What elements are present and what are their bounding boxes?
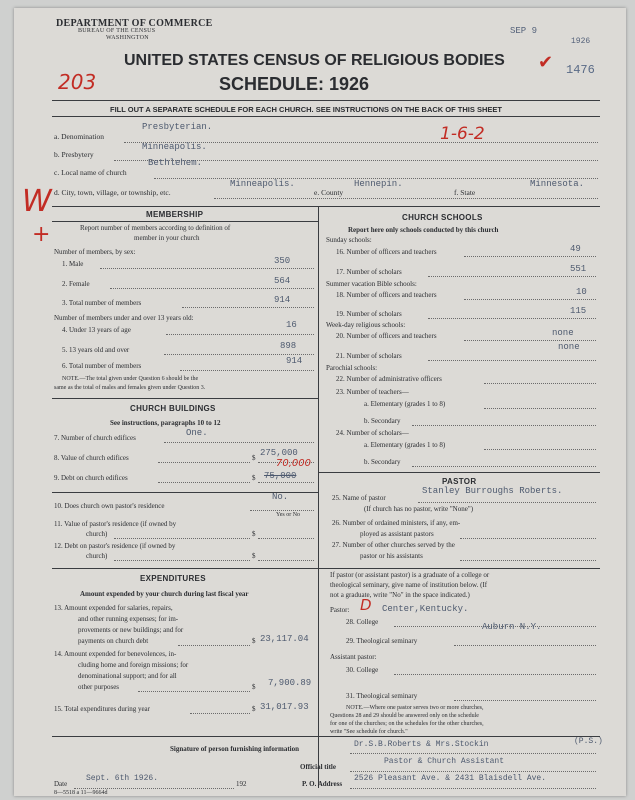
divider <box>52 100 600 101</box>
q16-value[interactable]: 49 <box>570 244 581 254</box>
q25-note: (If church has no pastor, write "None") <box>364 505 474 513</box>
parochial-schools-label: Parochial schools: <box>326 364 378 372</box>
state-value[interactable]: Minnesota. <box>530 179 585 189</box>
denomination-label: a. Denomination <box>54 132 104 141</box>
bureau-subheading: BUREAU OF THE CENSUS <box>78 28 156 34</box>
divider <box>52 206 600 207</box>
age-intro-label: Number of members under and over 13 years old: <box>54 314 194 322</box>
q14-label-3: denominational support; and for all <box>78 672 177 680</box>
fill-line <box>484 408 596 409</box>
fill-line <box>394 674 596 675</box>
q13-label: 13. Amount expended for salaries, repairs, <box>54 604 173 612</box>
fill-line <box>418 502 596 503</box>
membership-heading: MEMBERSHIP <box>146 210 204 219</box>
fill-line <box>412 425 596 426</box>
q10-owns-residence-value[interactable]: No. <box>272 492 289 502</box>
q3-total-value[interactable]: 914 <box>274 295 291 305</box>
instruction-line: FILL OUT A SEPARATE SCHEDULE FOR EACH CHURCH. SEE INSTRUCTIONS ON THE BACK OF THIS SHEET <box>110 105 502 114</box>
q12-label: 12. Debt on pastor's residence (if owned by <box>54 542 176 550</box>
fill-line <box>464 340 596 341</box>
q19-value[interactable]: 115 <box>570 306 587 316</box>
divider <box>52 116 600 117</box>
q23-label: 23. Number of teachers— <box>336 388 409 396</box>
q24b-label: b. Secondary <box>364 458 401 466</box>
received-year-stamp: 1926 <box>571 37 591 46</box>
fill-line <box>214 198 598 199</box>
fill-line <box>464 256 596 257</box>
fill-line <box>158 462 250 463</box>
fill-line <box>164 354 314 355</box>
q7-edifices-value[interactable]: One. <box>186 428 208 438</box>
city-value[interactable]: Minneapolis. <box>230 179 295 189</box>
q28-college-value[interactable]: Center,Kentucky. <box>382 604 469 614</box>
q5-label: 5. 13 years old and over <box>62 346 130 354</box>
county-label: e. County <box>314 188 344 197</box>
pastor-note-2: Questions 28 and 29 should be answered only on the schedule <box>330 713 479 719</box>
fill-line <box>258 482 314 483</box>
q29-seminary-value[interactable]: Auburn N.Y. <box>482 622 542 632</box>
q12-label-2: church) <box>86 552 108 560</box>
divider <box>52 221 318 222</box>
sunday-schools-label: Sunday schools: <box>326 236 372 244</box>
column-divider <box>318 206 319 788</box>
pastor-heading: PASTOR <box>442 477 477 486</box>
signature-label: Signature of person furnishing information <box>170 745 299 753</box>
divider <box>52 736 600 737</box>
q12-value-field[interactable] <box>258 560 314 561</box>
fill-line <box>164 442 314 443</box>
q13-label-4: payments on church debt <box>78 637 149 645</box>
fill-line <box>428 318 596 319</box>
fill-line <box>114 560 250 561</box>
fill-line <box>350 753 596 754</box>
church-buildings-heading: CHURCH BUILDINGS <box>130 404 216 413</box>
q19-label: 19. Number of scholars <box>336 310 402 318</box>
fill-line <box>484 383 596 384</box>
q6-total-value[interactable]: 914 <box>286 356 303 366</box>
q27-label-2: pastor or his assistants <box>360 552 423 560</box>
q27-label: 27. Number of other churches served by the <box>332 541 455 549</box>
fill-line <box>350 788 596 789</box>
official-title-value[interactable]: Pastor & Church Assistant <box>384 757 505 766</box>
q17-value[interactable]: 551 <box>570 264 587 274</box>
received-date-stamp: SEP 9 <box>510 26 538 36</box>
q29-label: 29. Theological seminary <box>346 637 418 645</box>
fill-line <box>412 466 596 467</box>
signature-value[interactable]: Dr.S.B.Roberts & Mrs.Stockin <box>354 740 489 749</box>
q17-label: 17. Number of scholars <box>336 268 402 276</box>
fill-line <box>110 288 314 289</box>
q9-label: 9. Debt on church edifices <box>54 474 128 482</box>
divider <box>52 398 318 399</box>
red-check-mark-icon: ✔ <box>538 52 554 73</box>
q16-label: 16. Number of officers and teachers <box>336 248 437 256</box>
official-title-label: Official title <box>300 763 336 771</box>
city-label: d. City, town, village, or township, etc. <box>54 188 171 197</box>
q30-label: 30. College <box>346 666 379 674</box>
pastor-note-3: for one of the churches; on the schedules for the other churches, <box>330 721 484 727</box>
fill-line <box>250 510 314 511</box>
membership-intro-2: member in your church <box>134 234 200 242</box>
church-schools-heading: CHURCH SCHOOLS <box>402 213 483 222</box>
q11-label: 11. Value of pastor's residence (if owned by <box>54 520 177 528</box>
form-code: 8—5518 a 11—9664d <box>54 790 108 796</box>
q21-label: 21. Number of scholars <box>336 352 402 360</box>
dollar-sign: $ <box>252 637 256 645</box>
q13-label-2: and other running expenses; for im- <box>78 615 179 623</box>
q14-label: 14. Amount expended for benevolences, in- <box>54 650 177 658</box>
dollar-sign: $ <box>252 530 256 538</box>
red-handwritten-plus: + <box>32 222 51 247</box>
q22-label: 22. Number of administrative officers <box>336 375 442 383</box>
fill-line <box>114 538 250 539</box>
schedule-number-stamp: 1476 <box>566 63 595 77</box>
q20-value[interactable]: none <box>552 328 574 338</box>
q2-female-value[interactable]: 564 <box>274 276 291 286</box>
dollar-sign: $ <box>252 683 256 691</box>
dollar-sign: $ <box>252 552 256 560</box>
po-address-label: P. O. Address <box>302 780 343 788</box>
q20-label: 20. Number of officers and teachers <box>336 332 437 340</box>
fill-line <box>454 700 596 701</box>
fill-line <box>454 645 596 646</box>
red-handwritten-w: W <box>22 184 52 219</box>
q1-label: 1. Male <box>62 260 84 268</box>
q14-label-4: other purposes <box>78 683 120 691</box>
yes-or-no-hint: Yes or No <box>276 512 301 518</box>
q10-label: 10. Does church own pastor's residence <box>54 502 165 510</box>
q15-label: 15. Total expenditures during year <box>54 705 150 713</box>
membership-intro: Report number of members according to definition of <box>80 224 231 232</box>
q9-debt-value[interactable]: 75,000 <box>264 471 297 481</box>
q9-red-correction: 70,000 <box>276 458 311 469</box>
q13-running-expenses-value[interactable]: 23,117.04 <box>260 634 309 644</box>
red-code-value: 1-6-2 <box>440 124 485 144</box>
q1-male-value[interactable]: 350 <box>274 256 291 266</box>
buildings-instruction: See instructions, paragraphs 10 to 12 <box>110 419 221 427</box>
state-label: f. State <box>454 188 476 197</box>
date-value[interactable]: Sept. 6th 1926. <box>86 774 159 783</box>
q14-benevolences-value[interactable]: 7,900.89 <box>268 678 312 688</box>
divider <box>318 568 600 569</box>
fill-line <box>190 713 250 714</box>
q21-value[interactable]: none <box>558 342 580 352</box>
pastor-sublabel: Pastor: <box>330 606 350 614</box>
members-by-sex-label: Number of members, by sex: <box>54 248 136 256</box>
q25-label: 25. Name of pastor <box>332 494 386 502</box>
presbytery-label: b. Presbytery <box>54 150 94 159</box>
fill-line <box>180 370 314 371</box>
fill-line <box>182 307 314 308</box>
local-name-value[interactable]: Bethlehem. <box>148 158 203 168</box>
fill-line <box>100 268 314 269</box>
q31-label: 31. Theological seminary <box>346 692 418 700</box>
signature-suffix: (P.S.) <box>574 737 603 746</box>
q11-label-2: church) <box>86 530 108 538</box>
q7-label: 7. Number of church edifices <box>54 434 136 442</box>
q8-label: 8. Value of church edifices <box>54 454 129 462</box>
divider <box>52 568 318 569</box>
q24a-label: a. Elementary (grades 1 to 8) <box>364 441 446 449</box>
expenditures-heading: EXPENDITURES <box>140 574 206 583</box>
q26-label: 26. Number of ordained ministers, if any, em- <box>332 519 461 527</box>
schools-intro: Report here only schools conducted by this church <box>348 226 499 234</box>
q11-value-field[interactable] <box>258 538 314 539</box>
dollar-sign: $ <box>252 474 256 482</box>
q14-label-2: cluding home and foreign missions; for <box>78 661 189 669</box>
fill-line <box>74 788 234 789</box>
q18-value[interactable]: 10 <box>576 287 587 297</box>
q25-pastor-name-value[interactable]: Stanley Burroughs Roberts. <box>422 486 563 496</box>
q2-label: 2. Female <box>62 280 90 288</box>
fill-line <box>178 645 250 646</box>
graduate-instruction: If pastor (or assistant pastor) is a graduate of a college or <box>330 571 490 579</box>
census-schedule-page <box>14 8 626 796</box>
q28-label: 28. College <box>346 618 379 626</box>
q23b-label: b. Secondary <box>364 417 401 425</box>
fill-line <box>460 538 596 539</box>
fill-line <box>138 691 250 692</box>
schedule-title: SCHEDULE: 1926 <box>219 74 370 94</box>
local-name-label: c. Local name of church <box>54 168 127 177</box>
fill-line <box>350 771 596 772</box>
fill-line <box>460 560 596 561</box>
q5-13-and-over-value[interactable]: 898 <box>280 341 297 351</box>
q23a-label: a. Elementary (grades 1 to 8) <box>364 400 446 408</box>
city-subheading: WASHINGTON <box>106 35 149 41</box>
q26-label-2: ployed as assistant pastors <box>360 530 434 538</box>
fill-line <box>166 334 314 335</box>
fill-line <box>428 360 596 361</box>
fill-line <box>158 482 250 483</box>
po-address-value[interactable]: 2526 Pleasant Ave. & 2431 Blaisdell Ave. <box>354 774 547 783</box>
red-handwritten-number: 203 <box>58 70 97 94</box>
fill-line <box>464 299 596 300</box>
year-suffix: 192 <box>236 780 247 788</box>
membership-note: NOTE.—The total given under Question 6 should be the <box>62 376 199 382</box>
fill-line <box>484 449 596 450</box>
q13-label-3: provements or new buildings; and for <box>78 626 184 634</box>
q15-total-expenditures-value[interactable]: 31,017.93 <box>260 702 309 712</box>
q4-under-13-value[interactable]: 16 <box>286 320 297 330</box>
weekday-schools-label: Week-day religious schools: <box>326 321 406 329</box>
expenditures-intro: Amount expended by your church during last fiscal year <box>80 590 249 598</box>
fill-line <box>428 276 596 277</box>
q18-label: 18. Number of officers and teachers <box>336 291 437 299</box>
red-handwritten-d: D <box>360 596 372 614</box>
county-value[interactable]: Hennepin. <box>354 179 403 189</box>
graduate-instruction-3: not a graduate, write "No" in the space indicated.) <box>330 591 470 599</box>
dollar-sign: $ <box>252 454 256 462</box>
q3-label: 3. Total number of members <box>62 299 142 307</box>
q4-label: 4. Under 13 years of age <box>62 326 131 334</box>
summer-schools-label: Summer vacation Bible schools: <box>326 280 417 288</box>
form-title: UNITED STATES CENSUS OF RELIGIOUS BODIES <box>124 52 505 69</box>
pastor-note: NOTE.—Where one pastor serves two or more churches, <box>346 705 484 711</box>
date-label: Date <box>54 780 68 788</box>
q6-label: 6. Total number of members <box>62 362 142 370</box>
denomination-value[interactable]: Presbyterian. <box>142 122 213 132</box>
membership-note-2: same as the total of males and females given under Question 3. <box>54 385 206 391</box>
department-heading: DEPARTMENT OF COMMERCE <box>56 18 213 29</box>
graduate-instruction-2: theological seminary, give name of institution below. (If <box>330 581 488 589</box>
dollar-sign: $ <box>252 705 256 713</box>
assistant-pastor-sublabel: Assistant pastor: <box>330 653 377 661</box>
q8-value-of-edifices[interactable]: 275,000 <box>260 448 298 458</box>
pastor-note-4: write "See schedule for church." <box>330 729 408 735</box>
divider <box>318 472 600 473</box>
presbytery-value[interactable]: Minneapolis. <box>142 142 207 152</box>
q24-label: 24. Number of scholars— <box>336 429 409 437</box>
